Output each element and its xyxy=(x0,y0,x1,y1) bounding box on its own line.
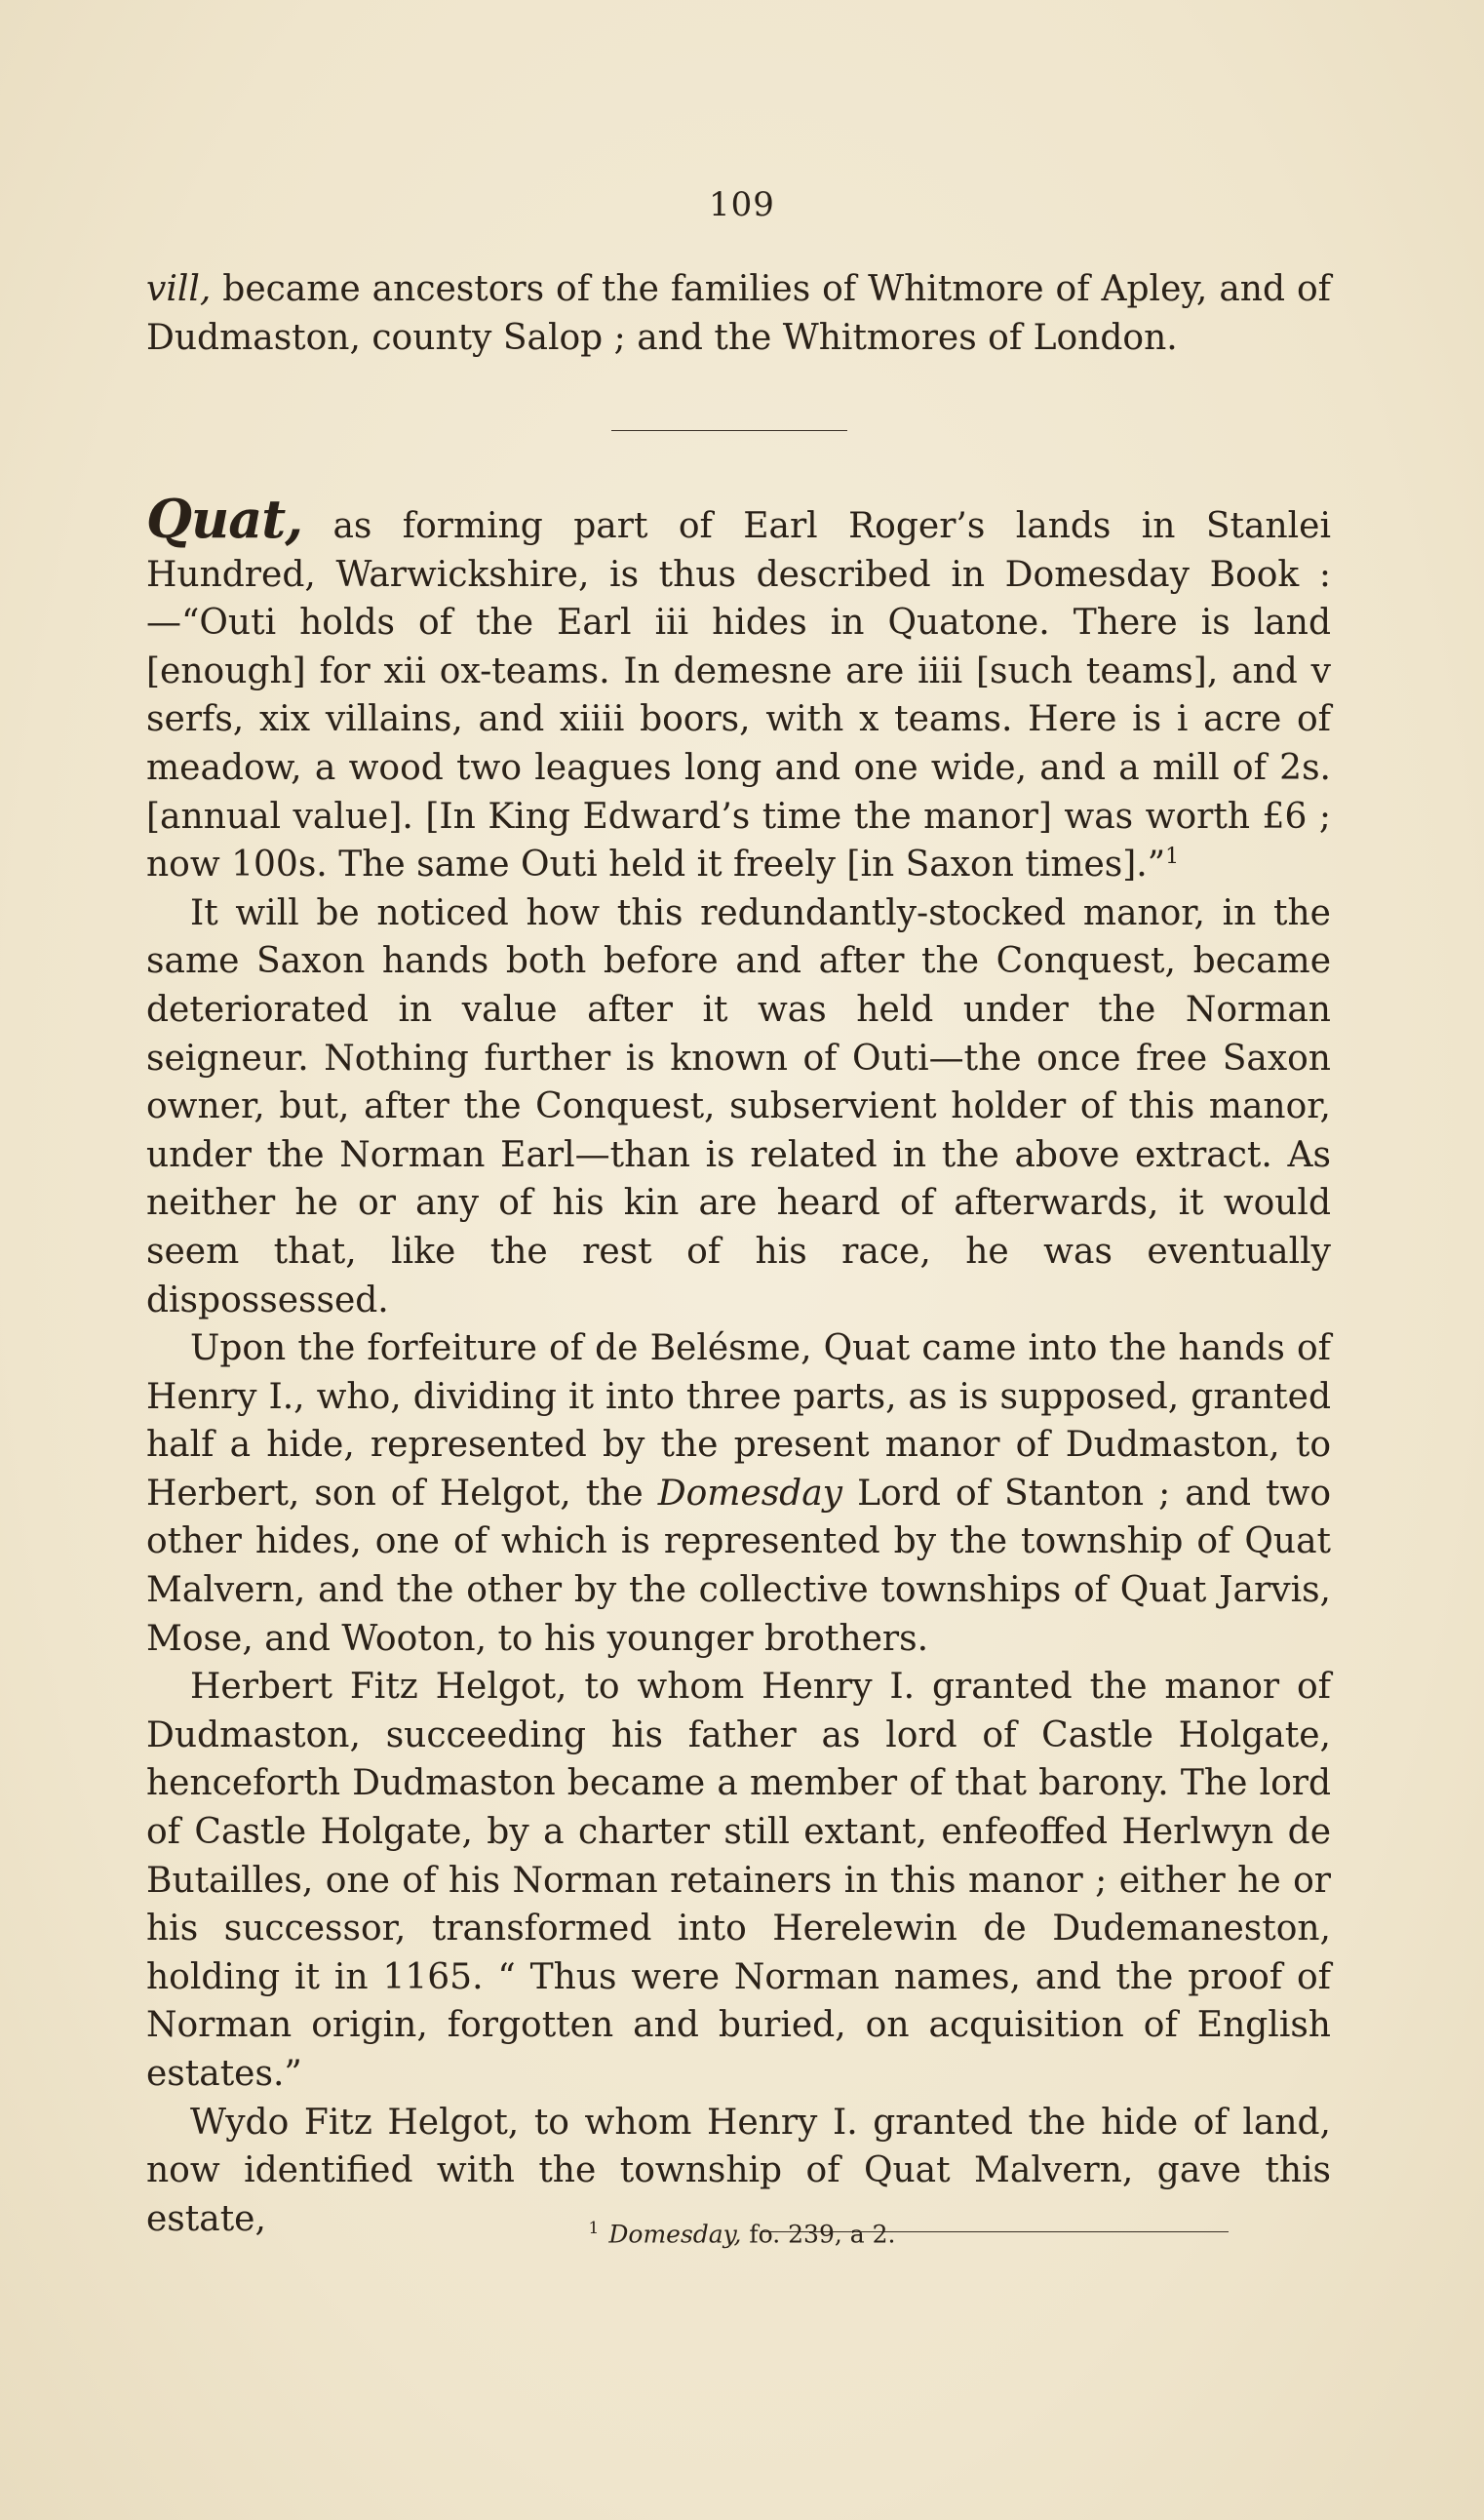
paragraph-3-italic: Domesday xyxy=(657,1473,843,1514)
intro-text xyxy=(146,265,1331,362)
paragraph-herbert-fitz-helgot: Herbert Fitz Helgot, to whom Henry I. granted the manor of Dudmaston, succeeding his father as lord of Castle Holgate, henceforth Dudmaston became a member of that barony. The lord of Castle Holgate, by a charter still extant, enfeoffed Herlwyn de Butailles, one of his Norman retainers in this manor ; either he or his successor, transformed into Herelewin de Dudemaneston, holding it in 1165. “ Thus were Norman names, and the proof of Norman origin, forgotten and buried, on acquisition of English estates.” xyxy=(146,1667,1331,2094)
paragraph-belesme-forfeiture xyxy=(146,1324,1331,1663)
footnote xyxy=(0,2219,1484,2248)
paragraph-3-part-a: Upon the forfeiture of de Belésme, Quat came into the hands of Henry I., who, dividing it into three parts, as is supposed, granted half a hide, represented by the present manor of Dudmaston, to Herbert, son of Helgot, the xyxy=(146,1328,1331,1514)
paragraph-wydo-fitz-helgot: Wydo Fitz Helgot, to whom Henry I. granted the hide of land, now identified with the township of Quat Malvern, gave this estate, xyxy=(146,2102,1331,2239)
section-divider xyxy=(611,430,847,431)
footnote-mark: 1 xyxy=(588,2219,600,2238)
dropcap-heading: Quat, xyxy=(146,488,303,550)
paragraph-1-body: as forming part of Earl Roger’s lands in Stanlei Hundred, Warwickshire, is thus described in Domesday Book :—“Outi holds of the Earl iii hides in Quatone. There is land [enough] for xii ox-teams. In demesne are iiii [such teams], and v serfs, xix villains, and xiiii boors, with x teams. Here is i acre of meadow, a wood two leagues long and one wide, and a mill of 2s. [annual value]. [In King Edward’s time the manor] was worth £6 ; now 100s. The same Outi held it freely [in Saxon times].” xyxy=(146,506,1331,886)
footnote-reference[interactable]: 1 xyxy=(1165,845,1180,870)
paragraph-3-part-b: Lord of Stanton ; and two other hides, one of which is represented by the township of Quat Malvern, and the other by the collective townships of Quat Jarvis, Mose, and Wooton, to his younger brothers. xyxy=(146,1473,1331,1659)
page-number: 109 xyxy=(709,185,775,224)
paragraph-quat-domesday xyxy=(146,488,1331,889)
intro-paragraph xyxy=(146,265,1331,362)
main-text xyxy=(146,488,1331,2243)
footnote-reference-text: fo. 239, a 2. xyxy=(741,2220,896,2249)
intro-body: became ancestors of the families of Whitmore of Apley, and of Dudmaston, county Salop ; and the Whitmores of London. xyxy=(146,269,1331,358)
paragraph-redundant-manor: It will be noticed how this redundantly-stocked manor, in the same Saxon hands both before and after the Conquest, became deteriorated in value after it was held under the Norman seigneur. Nothing further is known of Outi—the once free Saxon owner, but, after the Conquest, subservient holder of this manor, under the Norman Earl—than is related in the above extract. As neither he or any of his kin are heard of afterwards, it would seem that, like the rest of his race, he was eventually dispossessed. xyxy=(146,892,1331,1320)
intro-italic: vill, xyxy=(146,269,212,309)
footnote-source: Domesday, xyxy=(608,2220,742,2249)
